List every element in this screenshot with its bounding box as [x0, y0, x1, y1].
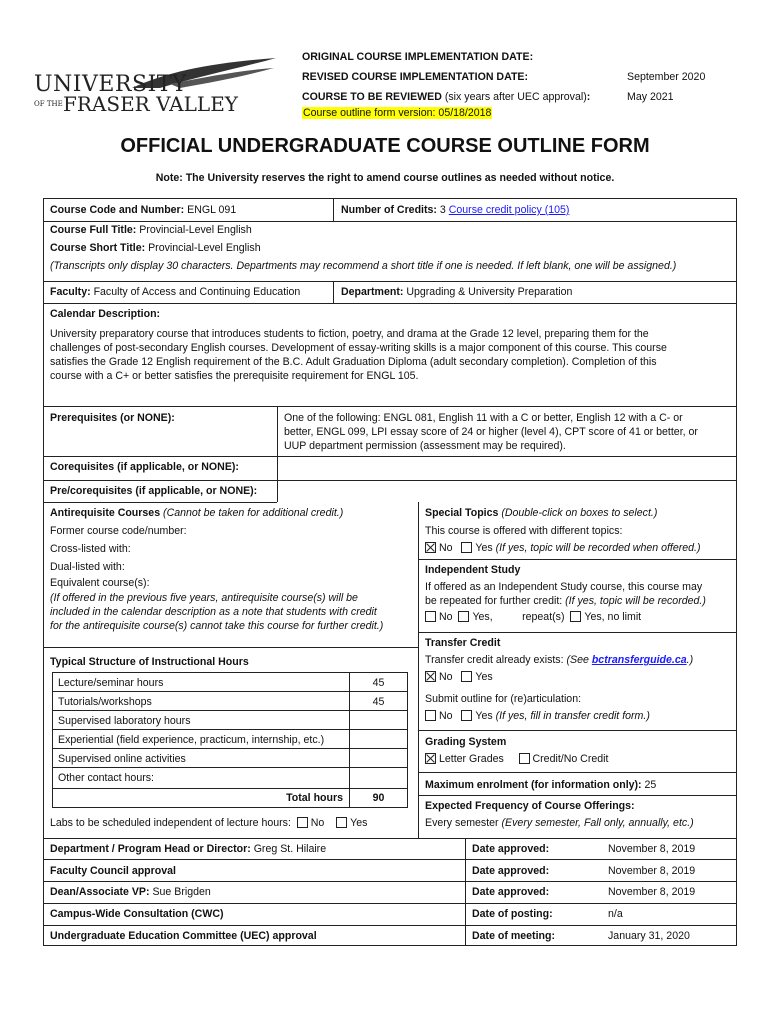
revised-date-value: September 2020 — [627, 71, 706, 83]
special-yes-note: (If yes, topic will be recorded when offered.) — [495, 542, 701, 554]
special-topics-heading — [425, 507, 657, 519]
logo-fraser-valley: FRASER VALLEY — [63, 92, 238, 116]
review-date-value: May 2021 — [627, 91, 674, 103]
hours-row-label: Supervised online activities — [58, 753, 186, 765]
full-title-label: Course Full Title: — [50, 224, 137, 236]
approval-label: Faculty Council approval — [50, 865, 176, 877]
approval-date-label: Date approved: — [472, 886, 550, 898]
independent-line-2 — [425, 595, 706, 607]
approval-date: January 31, 2020 — [608, 930, 690, 942]
hours-row-label: Supervised laboratory hours — [58, 715, 191, 727]
labs-no-checkbox[interactable] — [297, 817, 308, 828]
review-note: (six years after UEC approval) — [441, 91, 587, 103]
approval-date-label: Date approved: — [472, 865, 550, 877]
total-hours-value: 90 — [372, 792, 385, 804]
approval-row — [50, 865, 176, 877]
transfer-submit-options — [425, 710, 650, 722]
equivalent-label: Equivalent course(s): — [50, 577, 150, 589]
approval-label: Undergraduate Education Committee (UEC) approval — [50, 930, 317, 942]
special-line: This course is offered with different topics: — [425, 525, 623, 537]
department-value: Upgrading & University Preparation — [403, 286, 573, 298]
independent-line-2-note: (If yes, topic will be recorded.) — [565, 595, 706, 607]
transfer-yes-checkbox[interactable] — [461, 671, 472, 682]
approval-row — [50, 908, 224, 920]
prereq-label: Prerequisites (or NONE): — [50, 412, 175, 424]
special-note: (Double-click on boxes to select.) — [498, 507, 658, 519]
independent-heading: Independent Study — [425, 564, 521, 576]
independent-line-1: If offered as an Independent Study course, this course may — [425, 581, 703, 593]
department — [341, 286, 572, 298]
original-date-label: ORIGINAL COURSE IMPLEMENTATION DATE: — [302, 51, 534, 63]
faculty — [50, 286, 300, 298]
calendar-line-3: satisfies the Grade 12 English requirement of the B.C. Adult Graduation Diploma (adult secondary completion). Completion of this — [50, 356, 657, 368]
credit-no-credit-label: Credit/No Credit — [532, 753, 609, 765]
page-title: OFFICIAL UNDERGRADUATE COURSE OUTLINE FORM — [120, 135, 650, 157]
calendar-line-4: course with a C+ or better satisfies the prerequisite requirement for ENGL 105. — [50, 370, 419, 382]
independent-repeat-label: repeat(s) — [522, 611, 565, 623]
transfer-submit: Submit outline for (re)articulation: — [425, 693, 582, 705]
frequency-label: Expected Frequency of Course Offerings: — [425, 800, 635, 812]
transfer-exists-note: (See — [566, 654, 592, 666]
approval-row — [50, 930, 317, 942]
special-no-label: No — [439, 542, 453, 554]
labs-label: Labs to be scheduled independent of lecture hours: — [50, 817, 291, 829]
frequency-note: (Every semester, Fall only, annually, etc.) — [501, 817, 694, 829]
max-enrolment — [425, 779, 656, 791]
approval-value: Sue Brigden — [149, 886, 211, 898]
enrolment-label: Maximum enrolment (for information only): — [425, 779, 642, 791]
approval-value: Greg St. Hilaire — [250, 843, 327, 855]
faculty-value: Faculty of Access and Continuing Education — [90, 286, 301, 298]
disclaimer-note: Note: The University reserves the right to amend course outlines as needed without notice. — [155, 172, 615, 184]
short-title-label: Course Short Title: — [50, 242, 146, 254]
special-no-checkbox[interactable] — [425, 542, 436, 553]
frequency-text: Every semester — [425, 817, 502, 829]
credit-no-credit-checkbox[interactable] — [519, 753, 530, 764]
course-short-title — [50, 242, 261, 254]
credit-policy-link[interactable]: Course credit policy (105) — [448, 204, 570, 216]
frequency-value — [425, 817, 694, 829]
prereq-line-3: UUP department permission (assessment may be required). — [284, 440, 566, 452]
approval-row — [50, 843, 326, 855]
labs-schedule — [50, 817, 367, 829]
transfer-exists-end: .) — [686, 654, 694, 666]
transfer-yes-label: Yes — [475, 671, 493, 683]
independent-line-2-text: be repeated for further credit: — [425, 595, 566, 607]
prereq-line-1: One of the following: ENGL 081, English 11 with a C or better, English 12 with a C- or — [284, 412, 683, 424]
credits-label: Number of Credits: — [341, 204, 437, 216]
articulation-yes-checkbox[interactable] — [461, 710, 472, 721]
credits-value: 3 — [436, 204, 449, 216]
grading-heading: Grading System — [425, 736, 507, 748]
review-label: COURSE TO BE REVIEWED — [302, 91, 442, 103]
hours-row-label: Experiential (field experience, practicum, internship, etc.) — [58, 734, 325, 746]
independent-nolimit-checkbox[interactable] — [570, 611, 581, 622]
independent-no-label: No — [439, 611, 453, 623]
course-code-label: Course Code and Number: — [50, 204, 185, 216]
labs-no-label: No — [310, 817, 325, 829]
revised-date-label: REVISED COURSE IMPLEMENTATION DATE: — [302, 71, 529, 83]
independent-yes-label: Yes, — [472, 611, 493, 623]
calendar-label: Calendar Description: — [50, 308, 161, 320]
coreq-label: Corequisites (if applicable, or NONE): — [50, 461, 239, 473]
approval-date: November 8, 2019 — [608, 865, 696, 877]
faculty-label: Faculty: — [50, 286, 91, 298]
independent-yes-checkbox[interactable] — [458, 611, 469, 622]
antireq-note-2: included in the calendar description as a note that students with credit — [50, 606, 377, 618]
approval-label: Department / Program Head or Director: — [50, 843, 251, 855]
course-code — [50, 204, 236, 216]
special-yes-label: Yes — [475, 542, 496, 554]
short-title-value: Provincial-Level English — [145, 242, 261, 254]
calendar-line-1: University preparatory course that introduces students to fiction, poetry, and drama at the Grade 12 level, preparing them for the — [50, 328, 649, 340]
approval-date-label: Date of meeting: — [472, 930, 555, 942]
review-colon: : — [586, 91, 591, 103]
antireq-note-3: for the antirequisite course(s) cannot take this course for further credit.) — [50, 620, 384, 632]
hours-heading: Typical Structure of Instructional Hours — [50, 656, 249, 668]
letter-grades-label: Letter Grades — [439, 753, 504, 765]
transfer-heading: Transfer Credit — [425, 637, 501, 649]
review-date-line — [302, 91, 590, 103]
approval-row — [50, 886, 211, 898]
special-title: Special Topics — [425, 507, 499, 519]
labs-yes-label: Yes — [350, 817, 368, 829]
approval-date: n/a — [608, 908, 623, 920]
letter-grades-checkbox[interactable] — [425, 753, 436, 764]
course-code-value: ENGL 091 — [184, 204, 237, 216]
approval-date-label: Date of posting: — [472, 908, 553, 920]
articulation-no-checkbox[interactable] — [425, 710, 436, 721]
logo-university: UNIVERSITY — [34, 72, 187, 97]
hours-row-value: 45 — [372, 677, 385, 689]
antireq-note: (Cannot be taken for additional credit.) — [160, 507, 344, 519]
approval-date: November 8, 2019 — [608, 843, 696, 855]
transfer-no-checkbox[interactable] — [425, 671, 436, 682]
special-options — [425, 542, 701, 554]
transfer-no-label: No — [439, 671, 453, 683]
hours-row-value: 45 — [372, 696, 385, 708]
approval-date: November 8, 2019 — [608, 886, 696, 898]
enrolment-value: 25 — [641, 779, 657, 791]
total-hours-label: Total hours — [286, 792, 343, 804]
approval-date-label: Date approved: — [472, 843, 550, 855]
special-yes-checkbox[interactable] — [461, 542, 472, 553]
grading-options — [425, 753, 608, 765]
department-label: Department: — [341, 286, 404, 298]
prereq-line-2: better, ENGL 099, LPI essay score of 24 or higher (level 4), CPT score of 41 or better, or — [284, 426, 698, 438]
transfer-exists — [425, 654, 693, 666]
bctransferguide-link[interactable]: bctransferguide.ca — [591, 654, 687, 666]
dual-listed-label: Dual-listed with: — [50, 561, 125, 573]
transfer-exists-text: Transfer credit already exists: — [425, 654, 567, 666]
articulation-yes-label: Yes — [475, 710, 496, 722]
antireq-note-1: (If offered in the previous five years, antirequisite course(s) will be — [50, 592, 358, 604]
approval-label: Dean/Associate VP: — [50, 886, 150, 898]
calendar-line-2: challenges of post-secondary English courses. Development of essay-writing skills is a major component of this course. This course — [50, 342, 667, 354]
precoreq-label: Pre/corequisites (if applicable, or NONE): — [50, 485, 258, 497]
independent-no-checkbox[interactable] — [425, 611, 436, 622]
credits — [341, 204, 569, 216]
hours-row-label: Tutorials/workshops — [58, 696, 152, 708]
labs-yes-checkbox[interactable] — [336, 817, 347, 828]
former-code-label: Former course code/number: — [50, 525, 187, 537]
hours-row-label: Lecture/seminar hours — [58, 677, 164, 689]
independent-options — [425, 611, 641, 623]
independent-nolimit-label: Yes, no limit — [584, 611, 642, 623]
full-title-value: Provincial-Level English — [136, 224, 252, 236]
course-full-title — [50, 224, 252, 236]
transcript-note: (Transcripts only display 30 characters. Departments may recommend a short title if one is needed. If left blank, one will be assigned.) — [50, 260, 677, 272]
form-version: Course outline form version: 05/18/2018 — [303, 107, 492, 119]
antireq-title: Antirequisite Courses — [50, 507, 161, 519]
cross-listed-label: Cross-listed with: — [50, 543, 131, 555]
logo-of-the: OF THE — [34, 100, 63, 108]
articulation-no-label: No — [439, 710, 453, 722]
approval-label: Campus-Wide Consultation (CWC) — [50, 908, 224, 920]
antireq-heading — [50, 507, 343, 519]
hours-row-label: Other contact hours: — [58, 772, 154, 784]
ufv-logo — [30, 62, 250, 122]
articulation-yes-note: (If yes, fill in transfer credit form.) — [495, 710, 650, 722]
transfer-exists-options — [425, 671, 493, 683]
